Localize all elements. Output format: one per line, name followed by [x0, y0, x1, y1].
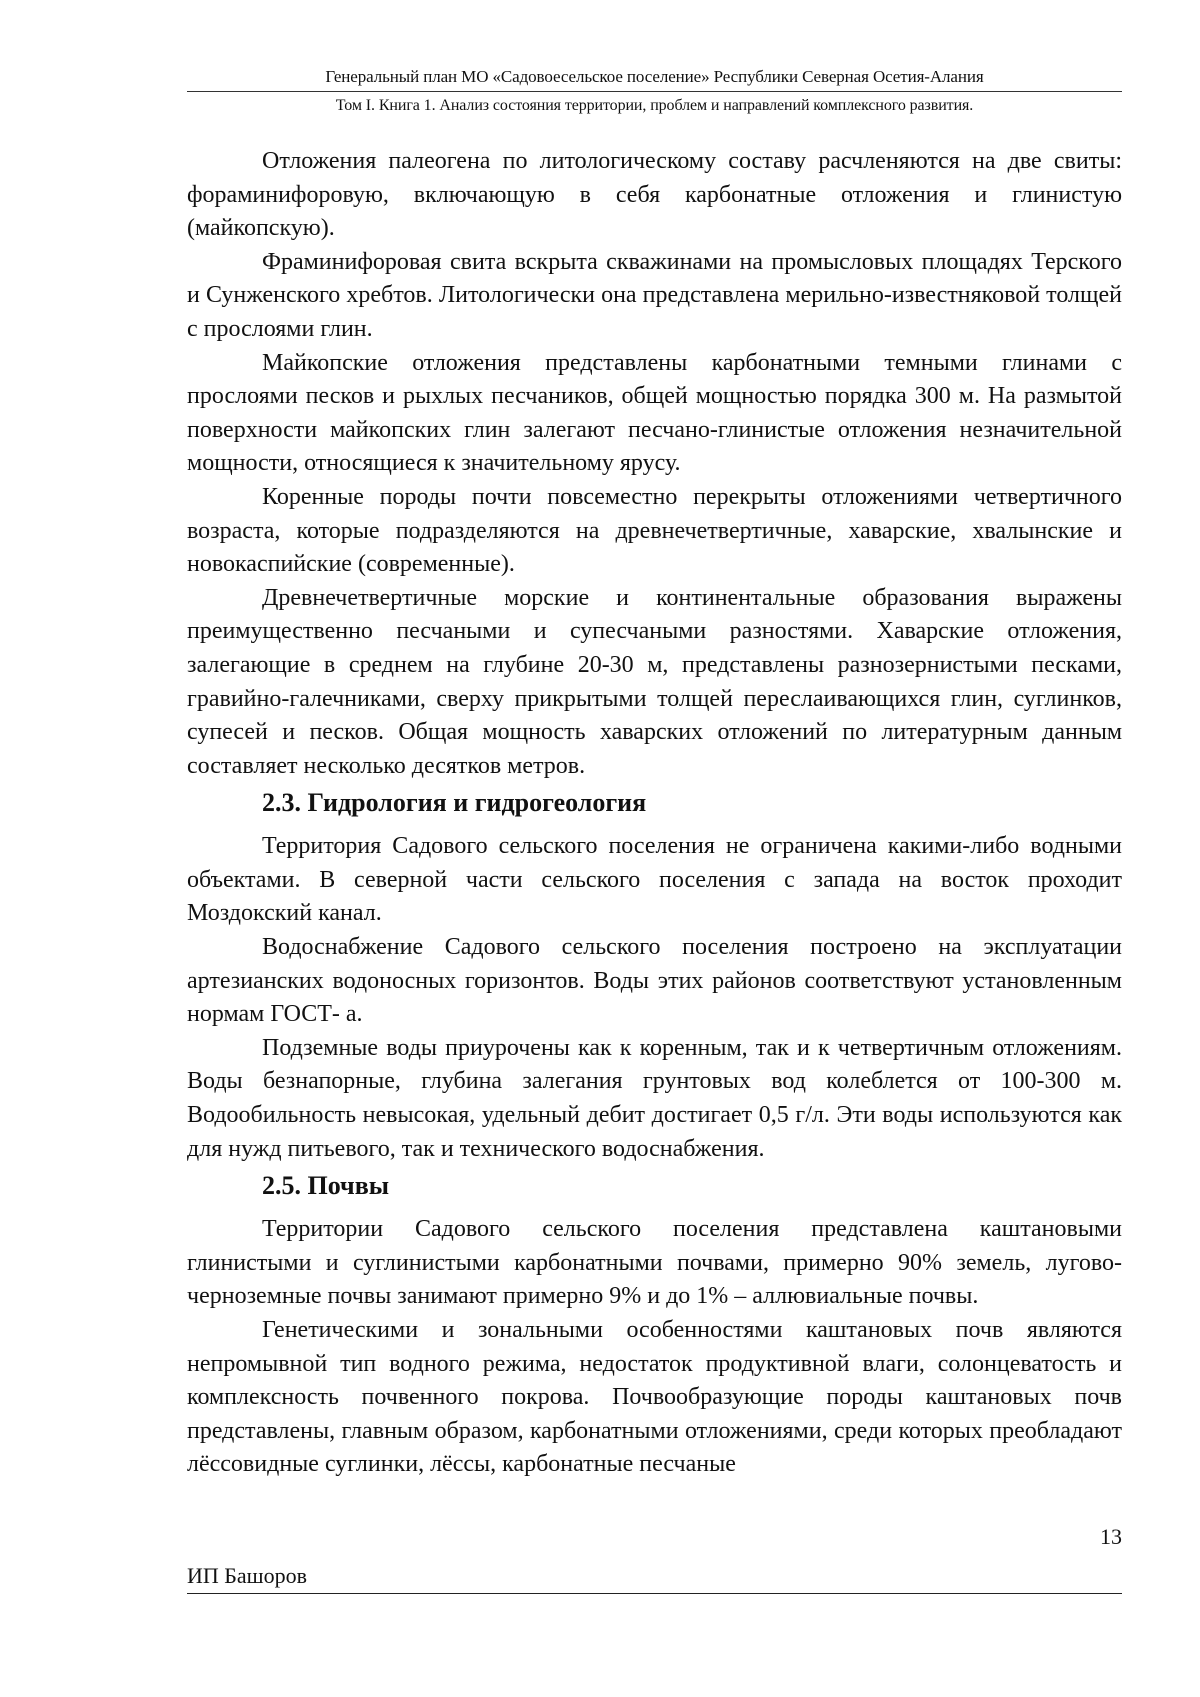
section-heading-soils: 2.5. Почвы — [262, 1171, 390, 1201]
running-header — [187, 66, 1122, 116]
paragraph: Коренные породы почти повсеместно перекрыты отложениями четвертичного возраста, которые подразделяются на древнечетвертичные, хаварские, хвалынские и новокаспийские (современные). — [187, 483, 1122, 578]
paragraph: Подземные воды приурочены как к коренным, так и к четвертичным отложениям. Воды безнапорные, глубина залегания грунтовых вод колеблется от 100-300 м. Водообильность невысокая, удельный дебит достигает 0,5 г/л. Эти воды используются как для нужд питьевого, так и технического водоснабжения. — [187, 1034, 1122, 1162]
page-footer — [187, 1562, 1122, 1594]
paragraph: Территория Садового сельского поселения не ограничена какими-либо водными объектами. В северной части сельского поселения с запада на восток проходит Моздокский канал. — [187, 833, 1122, 927]
header-divider — [187, 91, 1122, 92]
paragraph: Генетическими и зональными особенностями каштановых почв являются непромывной тип водного режима, недостаток продуктивной влаги, солонцеватость и комплексность почвенного покрова. Почвообразующие породы каштановых почв представлены, главным образом, карбонатными отложениями, среди которых преобладают лёссовидные суглинки, лёссы, карбонатные песчаные — [187, 1317, 1122, 1478]
section-heading-hydrology: 2.3. Гидрология и гидрогеология — [262, 788, 647, 818]
header-title: Генеральный план МО «Садовоесельское поселение» Республики Северная Осетия-Алания — [325, 67, 984, 86]
page-number: 13 — [1100, 1524, 1122, 1549]
footer-author: ИП Башоров — [187, 1563, 308, 1588]
header-subtitle: Том I. Книга 1. Анализ состояния территории, проблем и направлений комплексного развития. — [335, 97, 974, 114]
footer-divider — [187, 1593, 1122, 1594]
paragraph: Древнечетвертичные морские и континентальные образования выражены преимущественно песчаными и супесчаными разностями. Хаварские отложения, залегающие в среднем на глубине 20-30 м, представлены разнозернистыми песками, гравийно-галечниками, сверху прикрытыми толщей переслаивающихся глин, суглинков, супесей и песков. Общая мощность хаварских отложений по литературным данным составляет несколько десятков метров. — [187, 584, 1122, 779]
page-body — [187, 145, 1122, 1482]
paragraph: Фраминифоровая свита вскрыта скважинами на промысловых площадях Терского и Сунженского хребтов. Литологически она представлена мерильно-известняковой толщей с прослоями глин. — [187, 248, 1122, 342]
paragraph: Отложения палеогена по литологическому составу расчленяются на две свиты: фораминифоровую, включающую в себя карбонатные отложения и глинистую (майкопскую). — [187, 148, 1122, 242]
paragraph: Водоснабжение Садового сельского поселения построено на эксплуатации артезианских водоносных горизонтов. Воды этих районов соответствуют установленным нормам ГОСТ- а. — [187, 934, 1122, 1028]
paragraph: Территории Садового сельского поселения представлена каштановыми глинистыми и суглинистыми карбонатными почвами, примерно 90% земель, лугово-черноземные почвы занимают примерно 9% и до 1% – аллювиальные почвы. — [187, 1216, 1122, 1310]
paragraph: Майкопские отложения представлены карбонатными темными глинами с прослоями песков и рыхлых песчаников, общей мощностью порядка 300 м. На размытой поверхности майкопских глин залегают песчано-глинистые отложения незначительной мощности, относящиеся к значительному ярусу. — [187, 349, 1122, 477]
